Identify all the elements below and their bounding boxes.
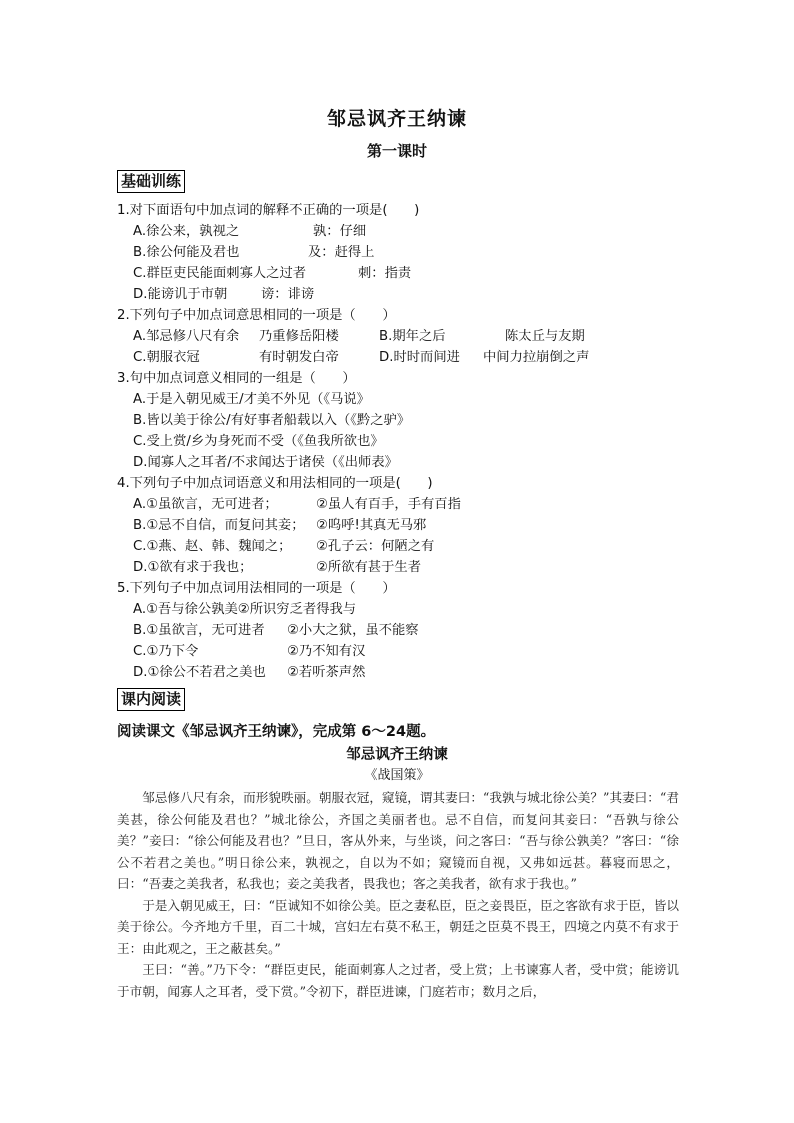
option-d-text: D.时时而间进 [379,350,460,365]
option-d-compare: 中间力拉崩倒之声 [483,350,590,365]
question-list [117,200,697,683]
option-gloss: 刺：指责 [358,266,412,281]
option-text: D.能谤讥于市朝 [133,287,228,302]
option-a-compare: 乃重修岳阳楼 [259,329,339,344]
option-part-2: ②小大之狱，虽不能察 [287,623,419,638]
question-1-option-b [117,242,697,263]
option-part-2: ②孔子云：何陋之有 [316,539,435,554]
option-part-1: B.①忌不自信，而复问其妾； [133,518,305,533]
option-part-2: ②呜呼!其真无马邪 [316,518,427,533]
question-4-option-b [117,515,697,536]
option-c-text: C.朝服衣冠 [133,350,200,365]
question-2-options-cd [117,347,697,368]
option-b-text: B.期年之后 [379,329,446,344]
option-text: C.群臣吏民能面刺寡人之过者 [133,266,307,281]
option-part-2: ②乃不知有汉 [287,644,366,659]
question-5-option-d [117,662,697,683]
question-5-option-b [117,620,697,641]
question-1-option-c [117,263,697,284]
option-part-1: A.①虽欲言，无可进者； [133,497,278,512]
option-part-2: ②所欲有甚于生者 [316,560,421,575]
page-subtitle: 第一课时 [366,142,427,160]
option-part-1: C.①燕、赵、韩、魏闻之； [133,539,292,554]
question-5-option-a [117,599,697,620]
question-3-option-d: D.闻寡人之耳者/不求闻达于诸侯（《出师表》 [133,455,398,470]
section-in-class-reading: 课内阅读 [117,688,185,711]
question-2-options-ab [117,326,697,347]
option-gloss: 孰：仔细 [313,224,367,239]
section-basic-training: 基础训练 [117,170,185,193]
question-3-stem: 3.句中加点词意义相同的一组是（ ） [117,371,356,386]
option-part-1: C.①乃下令 [133,644,199,659]
question-1-option-a [117,221,697,242]
option-gloss: 及：赶得上 [308,245,375,260]
passage-title: 邹忌讽齐王纳谏 [346,747,448,763]
question-3-option-c: C.受上赏/乡为身死而不受（《鱼我所欲也》 [133,434,384,449]
option-b-compare: 陈太丘与友期 [505,329,585,344]
question-5-stem: 5.下列句子中加点词用法相同的一项是（ ） [117,581,396,596]
option-text: A.徐公来，孰视之 [133,224,240,239]
question-4-stem: 4.下列句子中加点词语意义和用法相同的一项是( ) [117,476,433,491]
option-gloss: 谤：诽谤 [261,287,315,302]
option-part-2: ②若听茶声然 [287,665,366,680]
option-part-1: D.①徐公不若君之美也 [133,665,266,680]
question-4-option-a [117,494,697,515]
option-text: B.徐公何能及君也 [133,245,240,260]
question-3-option-b: B.皆以美于徐公/有好事者船载以入（《黔之驴》 [133,413,411,428]
passage-paragraph-3: 王曰：“善。”乃下令：“群臣吏民，能面刺寡人之过者，受上赏；上书谏寡人者，受中赏；能谤讥于市朝，闻寡人之耳者，受下赏。”令初下，群臣进谏，门庭若市；数月之后， [117,962,679,999]
page-title: 邹忌讽齐王纳谏 [326,108,467,130]
question-5-option-c [117,641,697,662]
question-4-option-d [117,557,697,578]
passage-paragraph-1: 邹忌修八尺有余，而形貌昳丽。朝服衣冠，窥镜，谓其妻曰：“我孰与城北徐公美？”其妻曰：“君美甚，徐公何能及君也？”城北徐公，齐国之美丽者也。忌不自信，而复问其妾曰：“吾孰与徐公美？”妾曰：“徐公何能及君也？”旦日，客从外来，与坐谈，问之客曰：“吾与徐公孰美？”客曰：“徐公不若君之美也。”明日徐公来，孰视之，自以为不如；窥镜而自视，又弗如远甚。暮寝而思之，曰：“吾妻之美我者，私我也；妾之美我者，畏我也；客之美我者，欲有求于我也。” [117,790,679,891]
passage-body [117,787,679,1002]
question-1-stem: 1.对下面语句中加点词的解释不正确的一项是( ) [117,203,420,218]
reading-instruction: 阅读课文《邹忌讽齐王纳谏》，完成第 6～24题。 [117,724,436,740]
option-a-text: A.邹忌修八尺有余 [133,329,240,344]
question-2-stem: 2.下列句子中加点词意思相同的一项是（ ） [117,308,396,323]
question-3-option-a: A.于是入朝见威王/才美不外见（《马说》 [133,392,370,407]
option-part-1: D.①欲有求于我也； [133,560,253,575]
question-1-option-d [117,284,697,305]
passage-source: 《战国策》 [364,768,430,783]
option-part-1: B.①虽欲言，无可进者 [133,623,265,638]
passage-paragraph-2: 于是入朝见威王，曰：“臣诚知不如徐公美。臣之妻私臣，臣之妾畏臣，臣之客欲有求于臣，皆以美于徐公。今齐地方千里，百二十城，宫妇左右莫不私王，朝廷之臣莫不畏王，四境之内莫不有求于王：由此观之，王之蔽甚矣。” [117,897,679,956]
question-4-option-c [117,536,697,557]
option-part-2: ②虽人有百手，手有百指 [316,497,461,512]
option-c-compare: 有时朝发白帝 [259,350,339,365]
option-part-1: A.①吾与徐公孰美②所识穷乏者得我与 [133,602,357,617]
